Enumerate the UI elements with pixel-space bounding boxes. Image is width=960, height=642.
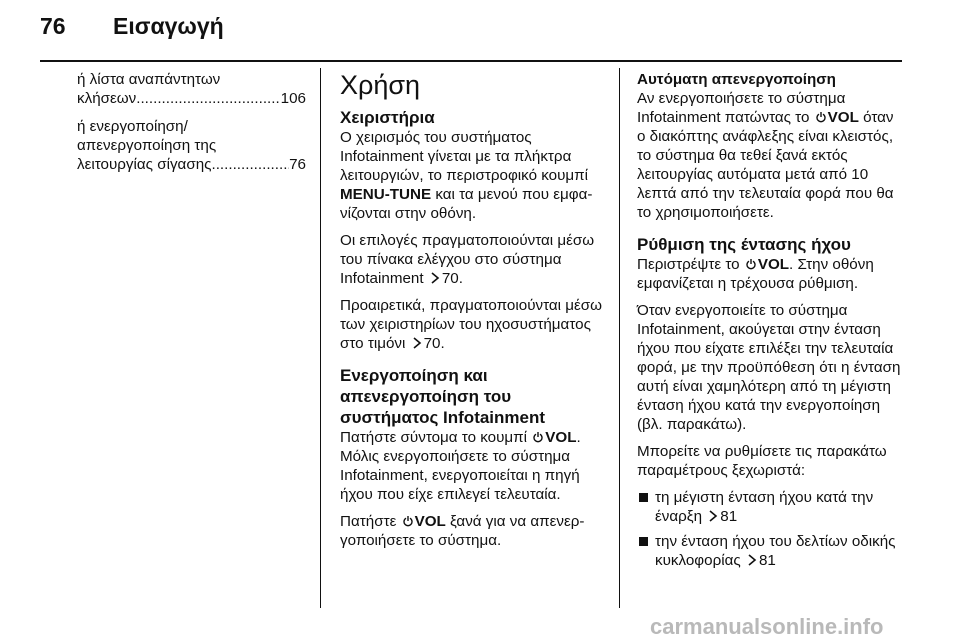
control-panel-paragraph: Οι επιλογές πραγματοποιούνται μέσω του πίνακα ελέγχου στο σύστημα Infotainment 70. (340, 232, 595, 287)
page-ref-link[interactable]: 81 (758, 552, 776, 569)
page-reference-arrow-icon (430, 272, 440, 284)
page-reference-arrow-icon (747, 554, 757, 566)
dot-leader (211, 155, 289, 174)
column-divider-left (320, 68, 321, 608)
page-title: Εισαγωγή (113, 13, 224, 39)
list-item: την ένταση ήχου του δελτίων οδικής κυκλοφορίας 81 (637, 532, 905, 570)
page-reference-arrow-icon (708, 510, 718, 522)
volume-column (637, 70, 905, 576)
page-ref-link[interactable]: 70. (441, 270, 463, 287)
index-entry-mute[interactable]: ή ενεργοποίηση/ απενεργοποίηση της λειτουργίας σίγασης ..... 76 (77, 117, 306, 174)
column-divider-right (619, 68, 620, 608)
dot-leader (136, 89, 280, 108)
power-off-paragraph: Πατήστε VOL ξανά για να απενεργοποιήσετε το σύστημα. (340, 513, 585, 549)
page-ref-link[interactable]: 70. (423, 335, 445, 352)
page-ref-link[interactable]: 81 (720, 508, 738, 525)
power-icon (403, 515, 413, 527)
page-header (0, 0, 960, 62)
power-icon (533, 431, 543, 443)
usage-column (340, 70, 602, 558)
power-icon (816, 111, 826, 123)
power-icon (746, 258, 756, 270)
volume-heading: Ρύθμιση της έντασης ήχου (637, 235, 851, 254)
index-page-ref: 76 (289, 156, 306, 173)
auto-off-heading: Αυτόματη απενεργοποίηση (637, 71, 836, 88)
bullet-square-icon (639, 537, 648, 546)
startup-volume-paragraph: Όταν ενεργοποιείτε το σύστημα Infotainment, ακούγεται στην ένταση ήχου που είχατε επιλέξει την τελευταία φορά, με την προϋπόθεση ότι η ένταση αυτή είναι χαμηλότερη από τη μέγιστη ένταση ήχου κατά την ενεργοποίηση (βλ. παρακάτω). (637, 302, 901, 433)
on-off-heading: Ενεργοποίηση και απενεργοποίηση του συστήματος Infotainment (340, 366, 546, 427)
index-page-ref: 106 (280, 90, 306, 107)
controls-heading: Χειριστήρια (340, 108, 435, 127)
page-reference-arrow-icon (412, 337, 422, 349)
turn-knob-paragraph: Περιστρέψτε το VOL. Στην οθόνη εμφανίζεται η τρέχουσα ρύθμιση. (637, 256, 874, 292)
index-entry-missed-calls[interactable]: ή λίστα αναπάντητων κλήσεων ..... 106 (77, 70, 306, 108)
power-on-paragraph: Πατήστε σύντομα το κουμπί VOL. Μόλις ενεργοποιήσετε το σύστημα Infotainment, ενεργοποιείται η πηγή ήχου που είχε επιλεγεί τελευταία. (340, 429, 581, 503)
header-rule (40, 60, 902, 62)
watermark: carmanualsonline.info (650, 614, 884, 639)
page-number: 76 (40, 13, 66, 39)
section-title: Χρήση (340, 70, 421, 100)
auto-off-paragraph: Αν ενεργοποιήσετε το σύστημα Infotainment πατώντας το VOL όταν ο διακόπτης ανάφλεξης είναι κλειστός, το σύστημα θα τεθεί ξανά εκτός λειτουργίας αυτόματα μετά από 10 λεπτά από την τελευταία φορά που θα το χρησιμοποιήσετε. (637, 90, 894, 221)
list-item: τη μέγιστη ένταση ήχου κατά την έναρξη 81 (637, 488, 905, 526)
controls-paragraph: Ο χειρισμός του συστήματος Infotainment γίνεται με τα πλήκτρα λειτουργιών, το περιστροφικό κουμπί MENU-TUNE και τα μενού που εμφανίζονται στην οθόνη. (340, 129, 593, 222)
separate-settings-paragraph: Μπορείτε να ρυθμίσετε τις παρακάτω παραμέτρους ξεχωριστά: (637, 443, 887, 479)
steering-wheel-paragraph: Προαιρετικά, πραγματοποιούνται μέσω των χειριστηρίων του ηχοσυστήματος στο τιμόνι 70. (340, 297, 602, 352)
index-column (77, 70, 306, 183)
bullet-square-icon (639, 493, 648, 502)
